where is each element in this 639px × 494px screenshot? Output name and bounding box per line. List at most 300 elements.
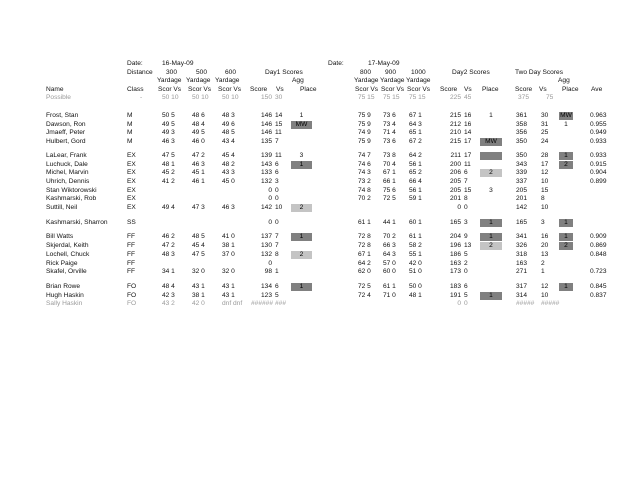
row-day2-stage: 64 3 — [409, 120, 422, 128]
row-total-vs: 10 — [541, 204, 549, 211]
row-day2-stage: 48 1 — [409, 291, 422, 299]
row-day2-stage: 72 5 — [383, 195, 396, 203]
row-day1-stage: 49 3 — [162, 129, 175, 137]
row-total-score: ##### — [516, 300, 535, 308]
row-class: M — [127, 138, 133, 146]
row-day1-place: 1 — [291, 161, 312, 169]
row-day1-stage: 46 3 — [222, 204, 235, 211]
col-place-1: Place — [300, 86, 317, 93]
row-total-score: 337 — [516, 177, 528, 185]
row-day1-vs: 3 — [275, 177, 279, 185]
row-day1-stage: 43 1 — [222, 282, 235, 290]
distance-label: Distance — [127, 69, 153, 76]
row-total-place: 1 — [559, 233, 573, 241]
yardage-6: Yardage — [406, 77, 431, 84]
row-day2-stage: 66 4 — [409, 177, 422, 185]
row-day1-stage: 43 4 — [222, 138, 235, 146]
row-day1-score: 132 — [260, 250, 272, 258]
row-class: FF — [127, 259, 136, 267]
row-day1-stage: 49 6 — [222, 120, 235, 128]
row-day1-place: 1 — [291, 283, 312, 291]
possible-d1-500: 50 10 — [192, 94, 209, 101]
row-total-vs: 16 — [541, 233, 549, 241]
possible-d1-score: 150 — [260, 94, 272, 101]
col-vs-2: Vs — [464, 86, 472, 93]
possible-d1-vs: 30 — [275, 94, 283, 101]
row-day1-score: 98 — [264, 268, 272, 276]
row-day1-stage: 38 1 — [192, 291, 205, 299]
row-day1-place: 2 — [291, 204, 312, 212]
row-day2-vs: 2 — [464, 259, 468, 267]
row-day2-stage: 73 6 — [383, 112, 396, 119]
row-day2-stage: 72 8 — [358, 233, 371, 241]
row-total-score: 271 — [516, 268, 528, 276]
row-day1-stage: 37 0 — [222, 250, 235, 258]
row-class: M — [127, 129, 133, 137]
row-day2-stage: 72 5 — [358, 282, 371, 290]
col-scor-vs-2: Scor Vs — [188, 86, 212, 93]
row-day1-stage: 47 3 — [192, 204, 205, 211]
col-vs-1: Vs — [276, 86, 284, 93]
row-name: Rick Paige — [46, 259, 78, 267]
row-day2-stage: 73 8 — [383, 151, 396, 159]
row-day1-vs: 7 — [275, 233, 279, 241]
row-average: 0.869 — [590, 242, 607, 250]
possible-total-score: 375 — [518, 94, 530, 101]
row-day2-vs: 17 — [464, 138, 472, 146]
row-day1-stage: 45 4 — [192, 242, 205, 250]
row-day2-score: 210 — [449, 129, 461, 137]
row-day1-stage: 47 2 — [192, 151, 205, 159]
row-day1-stage: 46 3 — [162, 138, 175, 146]
row-day1-stage: 48 3 — [222, 112, 235, 119]
row-day2-stage: 56 1 — [409, 186, 422, 194]
row-total-place: 1 — [559, 283, 573, 291]
col-scor-vs-6: Scor Vs — [407, 86, 431, 93]
row-name: Frost, Stan — [46, 112, 79, 119]
dist-300: 300 — [166, 69, 178, 76]
row-day2-stage: 44 1 — [383, 218, 396, 226]
row-class: EX — [127, 169, 136, 177]
row-total-vs: ##### — [541, 300, 560, 308]
col-class: Class — [127, 86, 144, 93]
row-day1-stage: 48 1 — [162, 160, 175, 168]
row-average: 0.915 — [590, 160, 607, 168]
row-day1-stage: 48 4 — [162, 282, 175, 290]
date2: 17-May-09 — [368, 60, 400, 67]
row-day1-score: ###### — [251, 300, 274, 308]
row-day2-stage: 60 0 — [383, 268, 396, 276]
row-day2-stage: 59 1 — [409, 195, 422, 203]
row-name: Hulbert, Gord — [46, 138, 86, 146]
row-day1-stage: 45 0 — [222, 177, 235, 185]
row-total-vs: 12 — [541, 282, 549, 290]
row-day2-vs: 7 — [464, 177, 468, 185]
row-day1-stage: 49 4 — [162, 204, 175, 211]
row-day1-stage: 32 0 — [192, 268, 205, 276]
row-class: EX — [127, 151, 136, 159]
row-day1-score: 0 — [268, 186, 272, 194]
col-ave: Ave — [591, 86, 603, 93]
row-day2-score: 201 — [449, 195, 461, 203]
row-day2-stage: 51 0 — [409, 268, 422, 276]
possible-total-vs: 75 — [546, 94, 554, 101]
row-day2-vs: 0 — [464, 300, 468, 308]
row-average: 0.933 — [590, 151, 607, 159]
row-name: Uhrich, Dennis — [46, 177, 90, 185]
row-day2-stage: 71 0 — [383, 291, 396, 299]
row-total-vs: 20 — [541, 242, 549, 250]
row-total-vs: 25 — [541, 129, 549, 137]
row-day2-vs: 0 — [464, 204, 468, 211]
row-name: Dawson, Ron — [46, 120, 86, 128]
row-total-vs: 2 — [541, 259, 545, 267]
row-day2-stage: 64 3 — [383, 250, 396, 258]
row-average: 0.899 — [590, 177, 607, 185]
row-day1-stage: 45 4 — [222, 151, 235, 159]
col-score-1: Score — [250, 86, 268, 93]
row-total-vs: 24 — [541, 138, 549, 146]
row-class: FF — [127, 268, 136, 276]
row-day1-stage: 41 2 — [162, 177, 175, 185]
row-day2-vs: 13 — [464, 242, 472, 250]
day2-scores-label: Day2 Scores — [452, 69, 490, 76]
row-day1-stage: 32 0 — [222, 268, 235, 276]
row-day2-stage: 61 1 — [409, 233, 422, 241]
row-total-score: 341 — [516, 233, 528, 241]
row-class: FO — [127, 291, 137, 299]
row-day1-vs: ### — [275, 300, 287, 308]
col-place-3: Place — [562, 86, 579, 93]
row-day2-score: 191 — [449, 291, 461, 299]
row-class: EX — [127, 204, 136, 211]
possible-d2-vs: 45 — [464, 94, 472, 101]
row-day1-vs: 11 — [275, 151, 282, 159]
dist-500: 500 — [196, 69, 208, 76]
row-day2-place: 2 — [480, 169, 502, 177]
row-day2-place — [480, 152, 502, 160]
row-total-score: 165 — [516, 218, 528, 226]
row-day2-stage: 70 2 — [358, 195, 371, 203]
possible-d2-900: 75 15 — [383, 94, 400, 101]
row-average: 0.909 — [590, 233, 607, 241]
date-label: Date: — [127, 60, 143, 67]
row-total-score: 358 — [516, 120, 528, 128]
row-day2-vs: 0 — [464, 268, 468, 276]
row-name: Sally Haskin — [46, 300, 83, 308]
row-class: EX — [127, 177, 136, 185]
row-day1-stage: 42 0 — [192, 300, 205, 308]
row-day2-stage: 75 9 — [358, 138, 371, 146]
dist-800: 800 — [360, 69, 372, 76]
row-day2-vs: 8 — [464, 195, 468, 203]
row-day2-stage: 66 3 — [383, 242, 396, 250]
row-day1-score: 135 — [260, 138, 272, 146]
row-total-score: 361 — [516, 112, 528, 119]
yardage-1: Yardage — [157, 77, 182, 84]
row-day2-place: 1 — [480, 292, 502, 300]
row-day2-vs: 3 — [464, 218, 468, 226]
row-total-score: 356 — [516, 129, 528, 137]
row-day1-stage: 48 3 — [162, 250, 175, 258]
row-day1-stage: 46 1 — [192, 177, 205, 185]
row-day2-stage: 67 1 — [383, 169, 396, 177]
row-day2-stage: 67 1 — [358, 250, 371, 258]
row-day2-stage: 72 8 — [358, 242, 371, 250]
row-day2-vs: 5 — [464, 291, 468, 299]
row-day2-stage: 57 0 — [383, 259, 396, 267]
row-total-vs: 3 — [541, 218, 545, 226]
row-day2-stage: 42 0 — [409, 259, 422, 267]
row-day2-score: 173 — [449, 268, 461, 276]
row-name: Hugh Haskin — [46, 291, 84, 299]
row-day1-stage: 43 2 — [162, 300, 175, 308]
row-day2-place: MW — [480, 138, 502, 146]
row-day2-stage: 56 1 — [409, 160, 422, 168]
row-average: 0.723 — [590, 268, 607, 276]
agg-label-day1: Agg — [292, 77, 304, 84]
possible-d2-score: 225 — [449, 94, 461, 101]
row-day1-place: MW — [291, 121, 312, 129]
row-total-score: 201 — [516, 195, 528, 203]
row-total-vs: 10 — [541, 291, 549, 299]
row-day2-vs: 5 — [464, 250, 468, 258]
row-day1-vs: 6 — [275, 282, 279, 290]
row-day2-stage: 61 1 — [358, 218, 371, 226]
row-day2-stage: 50 0 — [409, 282, 422, 290]
col-place-2: Place — [482, 86, 499, 93]
col-scor-vs-5: Scor Vs — [381, 86, 405, 93]
row-day2-stage: 62 0 — [358, 268, 371, 276]
row-day1-score: 146 — [260, 129, 272, 137]
row-day2-stage: 75 9 — [358, 112, 371, 119]
row-day2-stage: 74 3 — [358, 169, 371, 177]
yardage-4: Yardage — [354, 77, 379, 84]
row-day2-place: 1 — [480, 219, 502, 227]
row-day1-place: 1 — [299, 112, 304, 119]
row-day2-place: 1 — [489, 112, 493, 119]
row-day1-stage: 45 2 — [162, 169, 175, 177]
row-day2-vs: 17 — [464, 151, 472, 159]
row-total-score: 142 — [516, 204, 528, 211]
row-day1-vs: 5 — [275, 291, 279, 299]
row-class: FF — [127, 233, 136, 241]
row-day1-stage: 46 2 — [162, 233, 175, 241]
row-day1-place: 3 — [299, 151, 304, 159]
possible-d1-600: 50 10 — [222, 94, 239, 101]
row-day1-vs: 10 — [275, 204, 283, 211]
row-name: Skjerdal, Keith — [46, 242, 89, 250]
row-day1-vs: 1 — [275, 268, 279, 276]
row-day2-stage: 58 2 — [409, 242, 422, 250]
row-name: Luchuck, Dale — [46, 160, 88, 168]
dist-600: 600 — [225, 69, 237, 76]
col-vs-3: Vs — [539, 86, 547, 93]
row-day1-score: 0 — [268, 259, 272, 267]
row-day2-stage: 64 2 — [409, 151, 422, 159]
row-day1-vs: 6 — [275, 160, 279, 168]
row-day1-stage: 38 1 — [222, 242, 235, 250]
row-day1-vs: 7 — [275, 242, 279, 250]
row-name: Brian Rowe — [46, 282, 81, 290]
row-day1-stage: 46 0 — [192, 138, 205, 146]
row-day2-stage: 75 9 — [358, 120, 371, 128]
row-day2-stage: 70 2 — [383, 233, 396, 241]
row-class: M — [127, 120, 133, 128]
row-day1-score: 146 — [260, 120, 272, 128]
yardage-2: Yardage — [186, 77, 211, 84]
row-total-score: 205 — [516, 186, 528, 194]
row-class: M — [127, 112, 133, 119]
row-day2-score: 0 — [457, 204, 461, 211]
row-day2-stage: 65 2 — [409, 169, 422, 177]
row-day2-vs: 15 — [464, 186, 472, 194]
row-day1-stage: 48 5 — [222, 129, 235, 137]
col-score-3: Score — [515, 86, 533, 93]
row-day2-score: 211 — [450, 151, 461, 159]
row-class: EX — [127, 160, 136, 168]
row-day2-vs: 14 — [464, 129, 472, 137]
row-day1-score: 134 — [260, 282, 272, 290]
row-day2-vs: 9 — [464, 233, 468, 241]
row-day2-stage: 74 6 — [358, 160, 371, 168]
row-day2-stage: 71 4 — [383, 129, 396, 137]
row-total-place: 1 — [559, 219, 573, 227]
row-name: Suttill, Neil — [46, 204, 78, 211]
row-day1-vs: 0 — [275, 186, 279, 194]
row-day2-score: 205 — [449, 177, 461, 185]
row-day2-stage: 73 6 — [383, 138, 396, 146]
row-average: 0.904 — [590, 169, 607, 177]
row-total-score: 163 — [516, 259, 528, 267]
row-day1-stage: 49 5 — [162, 120, 175, 128]
row-class: FF — [127, 250, 136, 258]
row-day2-vs: 16 — [464, 120, 472, 128]
row-day2-score: 204 — [449, 233, 461, 241]
row-day1-vs: 15 — [275, 120, 283, 128]
row-average: 0.949 — [590, 129, 607, 137]
row-total-vs: 1 — [541, 268, 545, 276]
row-day2-stage: 70 4 — [383, 160, 396, 168]
row-day2-stage: 74 9 — [358, 129, 371, 137]
row-total-place: 2 — [559, 161, 573, 169]
row-name: Kashmarski, Sharron — [46, 218, 108, 226]
row-day1-vs: 7 — [275, 138, 279, 146]
row-day1-stage: 47 5 — [192, 250, 205, 258]
row-class: FO — [127, 300, 137, 308]
row-total-vs: 28 — [541, 151, 549, 159]
row-day1-stage: 47 2 — [162, 242, 175, 250]
row-total-score: 350 — [516, 138, 528, 146]
row-day2-stage: 72 4 — [358, 291, 371, 299]
row-day1-score: 142 — [260, 204, 272, 211]
row-name: Kashmarski, Rob — [46, 195, 97, 203]
row-day1-stage: 48 6 — [192, 112, 205, 119]
row-class: SS — [127, 218, 136, 226]
row-class: FF — [127, 242, 136, 250]
row-name: Stan Wiktorowski — [46, 186, 97, 194]
row-day2-stage: 60 1 — [409, 218, 422, 226]
row-day2-stage: 74 7 — [358, 151, 371, 159]
row-day2-vs: 6 — [464, 169, 468, 177]
row-day1-score: 146 — [260, 112, 272, 119]
row-day1-place: 1 — [291, 233, 312, 241]
row-name: Skafel, Orville — [46, 268, 87, 276]
row-day1-stage: 48 2 — [222, 160, 235, 168]
row-total-vs: 31 — [541, 120, 549, 128]
row-total-place: MW — [560, 112, 572, 119]
row-day1-score: 143 — [260, 160, 272, 168]
col-name: Name — [46, 86, 64, 93]
row-day1-vs: 8 — [275, 250, 279, 258]
row-day1-score: 123 — [260, 291, 272, 299]
row-average: 0.837 — [590, 291, 607, 299]
date2-label: Date: — [328, 60, 344, 67]
row-day1-stage: 49 5 — [192, 129, 205, 137]
row-total-vs: 13 — [541, 250, 549, 258]
row-day1-score: 0 — [268, 195, 272, 203]
row-day2-score: 165 — [449, 218, 461, 226]
yardage-5: Yardage — [380, 77, 405, 84]
row-day1-vs: 0 — [275, 218, 279, 226]
row-average: 0.955 — [590, 120, 607, 128]
row-day1-stage: 43 1 — [222, 291, 235, 299]
row-day2-score: 196 — [449, 242, 461, 250]
two-day-scores-label: Two Day Scores — [515, 69, 564, 76]
row-total-vs: 12 — [541, 169, 549, 177]
row-name: Bill Watts — [46, 233, 74, 241]
row-name: Michel, Marvin — [46, 169, 89, 177]
col-scor-vs-3: Scor Vs — [218, 86, 242, 93]
row-total-score: 318 — [516, 250, 528, 258]
row-day1-stage: dnf dnf — [222, 300, 243, 308]
row-day1-place: 2 — [291, 251, 312, 259]
row-total-place: 1 — [559, 152, 573, 160]
row-day1-vs: 11 — [275, 129, 282, 137]
row-day2-score: 205 — [449, 186, 461, 194]
day1-scores-label: Day1 Scores — [265, 69, 303, 76]
row-day2-score: 200 — [449, 160, 461, 168]
row-day1-score: 132 — [260, 177, 272, 185]
row-day1-score: 137 — [260, 233, 272, 241]
row-day2-vs: 6 — [464, 282, 468, 290]
row-average: 0.963 — [590, 112, 607, 119]
row-day2-stage: 73 2 — [358, 177, 371, 185]
row-total-score: 350 — [516, 151, 528, 159]
row-total-place: 2 — [559, 242, 573, 250]
row-total-vs: 15 — [541, 186, 549, 194]
dist-1000: 1000 — [411, 69, 426, 76]
row-day2-stage: 67 1 — [409, 112, 422, 119]
row-total-vs: 10 — [541, 177, 549, 185]
row-day1-score: 0 — [268, 218, 272, 226]
row-day2-vs: 16 — [464, 112, 472, 119]
possible-d2-1000: 75 15 — [409, 94, 426, 101]
row-total-place: 1 — [564, 120, 568, 128]
row-day2-vs: 11 — [464, 160, 471, 168]
row-day2-stage: 74 8 — [358, 186, 371, 194]
row-day1-stage: 48 5 — [192, 233, 205, 241]
row-class: FO — [127, 282, 137, 290]
row-day2-place: 1 — [480, 233, 502, 241]
row-day1-stage: 34 1 — [162, 268, 175, 276]
row-name: Jmaeff, Peter — [46, 129, 86, 137]
agg-label-total: Agg — [558, 77, 570, 84]
row-day2-score: 215 — [449, 138, 461, 146]
row-class: EX — [127, 186, 136, 194]
row-day1-score: 133 — [260, 169, 272, 177]
row-day2-stage: 65 1 — [409, 129, 422, 137]
